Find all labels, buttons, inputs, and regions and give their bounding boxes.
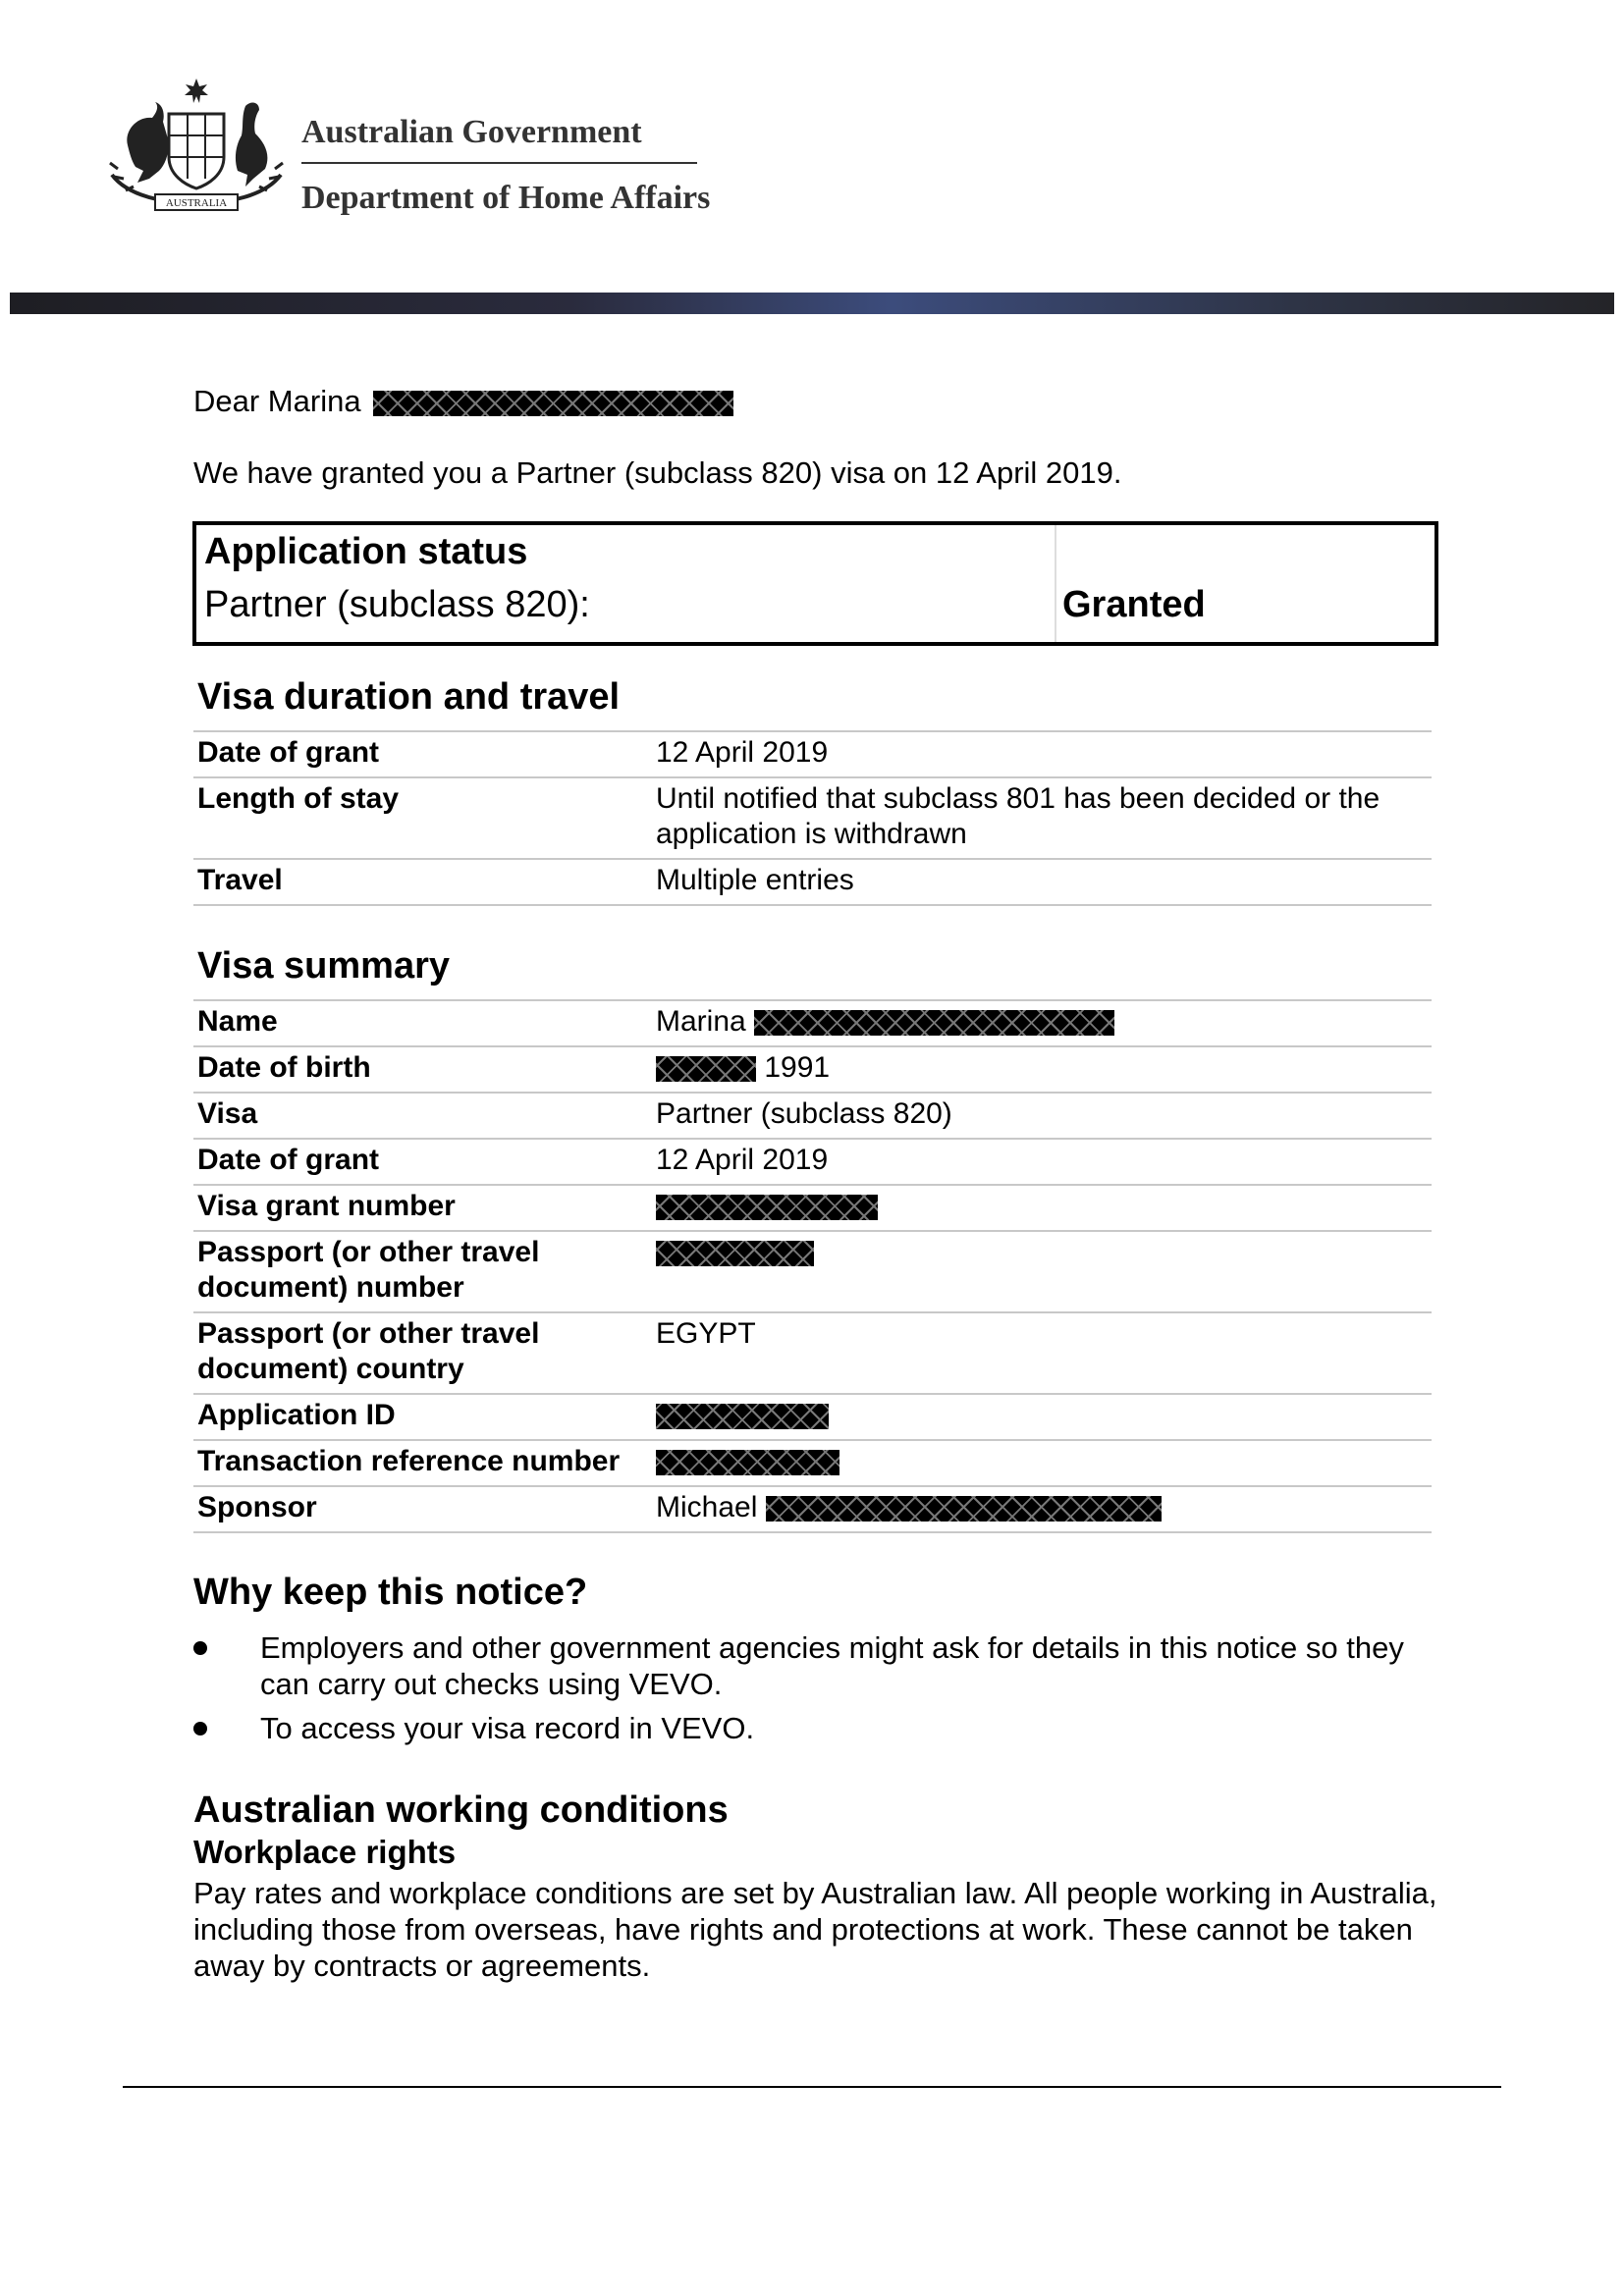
table-row — [193, 1093, 1432, 1139]
redacted-passport-number — [656, 1241, 814, 1266]
bullet-icon — [193, 1641, 207, 1655]
row-label: Date of grant — [193, 731, 652, 777]
table-row — [193, 1440, 1432, 1486]
row-value: Until notified that subclass 801 has been decided or the application is withdrawn — [652, 777, 1432, 859]
redacted-application-id — [656, 1404, 829, 1429]
table-row — [193, 1046, 1432, 1093]
application-status-box — [192, 521, 1438, 646]
row-value — [652, 1486, 1432, 1532]
table-row — [193, 859, 1432, 905]
row-label: Length of stay — [193, 777, 652, 859]
table-row — [193, 1312, 1432, 1394]
row-value — [652, 1394, 1432, 1440]
redacted-sponsor-surname — [766, 1496, 1162, 1522]
row-value: EGYPT — [652, 1312, 1432, 1394]
row-value — [652, 1440, 1432, 1486]
bullet-text: Employers and other government agencies might ask for details in this notice so they can carry out checks using VEVO. — [260, 1630, 1404, 1701]
row-label: Passport (or other travel document) number — [193, 1231, 652, 1312]
row-label: Name — [193, 1000, 652, 1046]
table-row — [193, 1185, 1432, 1231]
grant-intro: We have granted you a Partner (subclass 820) visa on 12 April 2019. — [193, 455, 1122, 490]
birth-year: 1991 — [764, 1051, 831, 1084]
sponsor-name: Michael — [656, 1491, 758, 1523]
conditions-heading: Australian working conditions — [193, 1789, 729, 1831]
why-heading: Why keep this notice? — [193, 1572, 588, 1613]
table-row — [193, 1231, 1432, 1312]
footer-divider — [123, 2086, 1501, 2088]
crest-motto: AUSTRALIA — [165, 197, 228, 209]
row-value: 12 April 2019 — [652, 1139, 1432, 1185]
row-label: Application ID — [193, 1394, 652, 1440]
row-value: Partner (subclass 820) — [652, 1093, 1432, 1139]
duration-heading: Visa duration and travel — [197, 676, 621, 718]
government-name: Australian Government — [301, 114, 642, 150]
row-value: 12 April 2019 — [652, 731, 1432, 777]
list-item — [193, 1710, 1440, 1746]
table-row — [193, 1000, 1432, 1046]
row-value — [652, 1000, 1432, 1046]
row-value: Multiple entries — [652, 859, 1432, 905]
status-column-divider — [1055, 525, 1056, 642]
table-row — [193, 1486, 1432, 1532]
status-visa-label: Partner (subclass 820): — [204, 584, 590, 625]
row-label: Travel — [193, 859, 652, 905]
redacted-transaction-reference — [656, 1450, 839, 1475]
table-row — [193, 1139, 1432, 1185]
salutation-text: Dear Marina — [193, 384, 361, 418]
name-text: Marina — [656, 1005, 746, 1038]
row-label: Passport (or other travel document) country — [193, 1312, 652, 1394]
table-row — [193, 731, 1432, 777]
row-value — [652, 1185, 1432, 1231]
table-row — [193, 1394, 1432, 1440]
row-label: Visa grant number — [193, 1185, 652, 1231]
bullet-icon — [193, 1722, 207, 1735]
row-value — [652, 1231, 1432, 1312]
summary-table — [193, 999, 1432, 1533]
header-divider — [301, 162, 697, 164]
status-value: Granted — [1062, 584, 1206, 625]
row-label: Date of grant — [193, 1139, 652, 1185]
salutation — [193, 384, 733, 419]
header-banner-bar — [10, 293, 1614, 314]
redacted-surname — [373, 391, 733, 416]
row-label: Transaction reference number — [193, 1440, 652, 1486]
workplace-rights-paragraph: Pay rates and workplace conditions are set by Australian law. All people working in Australia, including those from overseas, have rights and protections at work. These cannot be taken away by contracts or agreements. — [193, 1876, 1437, 1983]
why-bullet-list — [193, 1629, 1440, 1754]
row-label: Date of birth — [193, 1046, 652, 1093]
duration-table — [193, 730, 1432, 906]
bullet-text: To access your visa record in VEVO. — [260, 1711, 755, 1745]
row-label: Sponsor — [193, 1486, 652, 1532]
status-heading: Application status — [204, 531, 528, 572]
workplace-rights-heading: Workplace rights — [193, 1834, 457, 1870]
redacted-surname — [754, 1010, 1114, 1036]
redacted-grant-number — [656, 1195, 878, 1220]
coat-of-arms-icon — [98, 77, 295, 219]
redacted-day-month — [656, 1056, 756, 1082]
department-name: Department of Home Affairs — [301, 180, 711, 216]
summary-heading: Visa summary — [197, 945, 451, 987]
list-item — [193, 1629, 1440, 1702]
row-label: Visa — [193, 1093, 652, 1139]
table-row — [193, 777, 1432, 859]
row-value — [652, 1046, 1432, 1093]
